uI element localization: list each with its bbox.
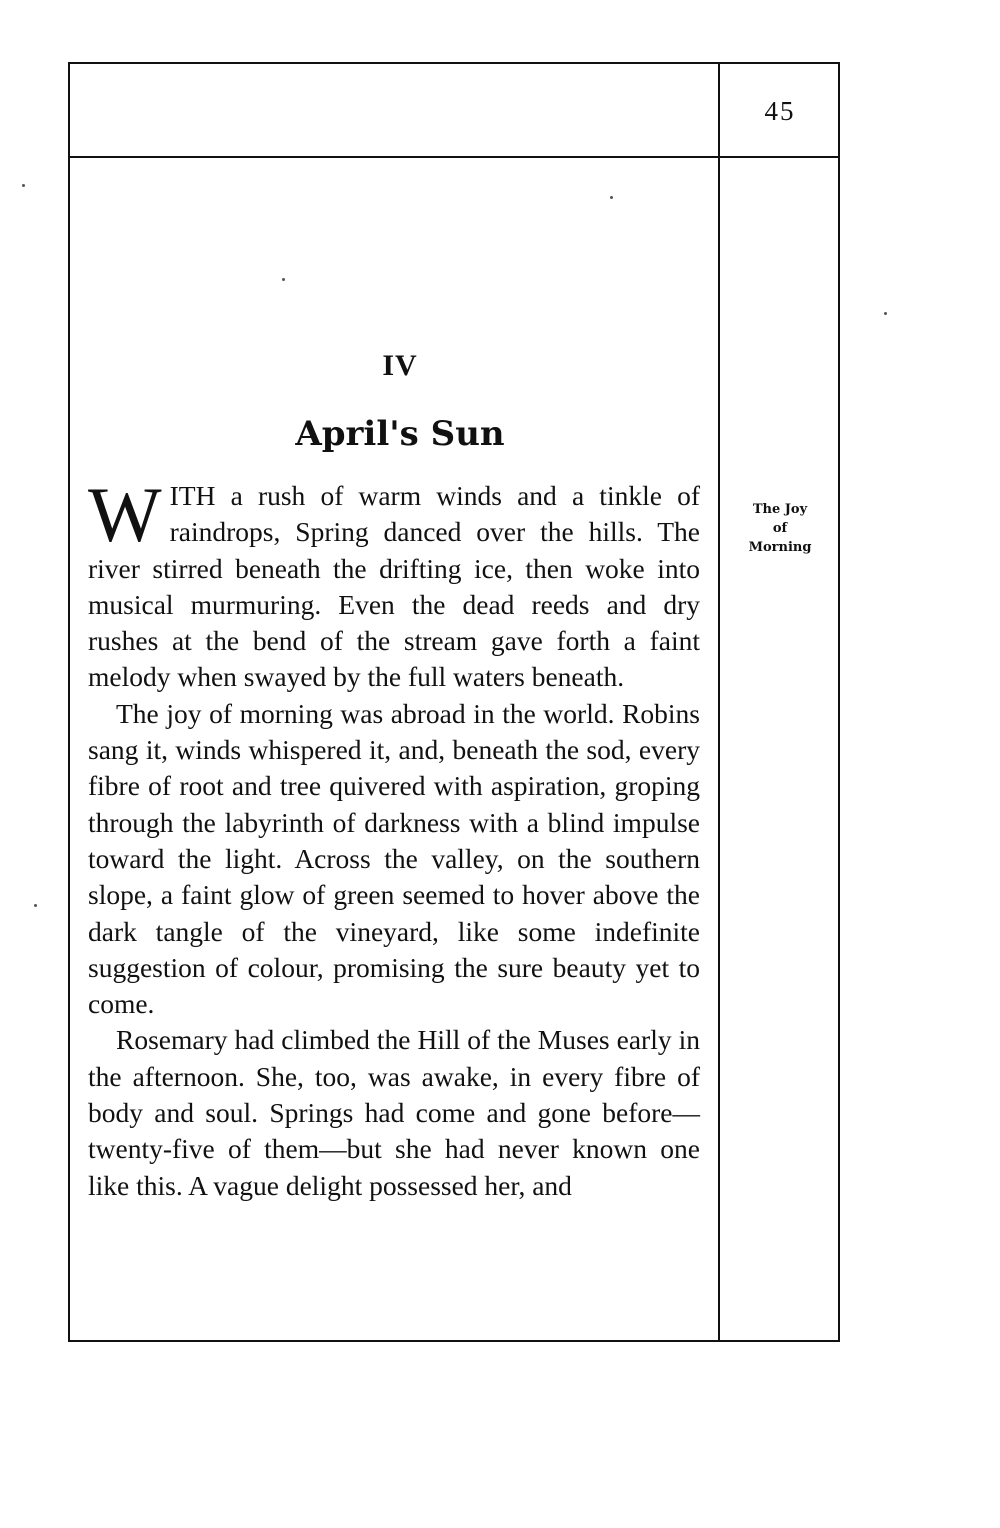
paragraph [88, 696, 700, 1023]
page-number: 45 [764, 96, 796, 126]
drop-cap: W [88, 471, 162, 558]
paragraph-text: ITH a rush of warm winds and a tinkle of raindrops, Spring danced over the hills. The river stirred beneath the drifting ice, then woke into musical murmuring. Even the dead reeds and dry rushes at the bend of the stream gave forth a faint melody when swayed by the full waters beneath. [88, 480, 700, 693]
header-rule [70, 156, 838, 158]
margin-rule [718, 64, 720, 1340]
side-note-line: of [772, 521, 788, 536]
paragraph-text: The joy of morning was abroad in the world. Robins sang it, winds whispered it, and, beneath the sod, every fibre of root and tree quivered with aspiration, groping through the labyrinth of darkness with a blind impulse toward the light. Across the valley, on the southern slope, a faint glow of green seemed to hover above the dark tangle of the vineyard, like some indefinite suggestion of colour, promising the sure beauty yet to come. [88, 697, 700, 1020]
paragraph [88, 471, 700, 696]
chapter-title: April's Sun [295, 414, 505, 454]
side-note-line: Morning [748, 540, 812, 555]
paragraph [88, 1022, 700, 1203]
page-frame [68, 62, 840, 1342]
side-note [720, 500, 840, 557]
chapter-number: IV [382, 349, 418, 382]
paragraph-text: Rosemary had climbed the Hill of the Muses early in the afternoon. She, too, was awake, in every fibre of body and soul. Springs had come and gone before—twenty-five of them—but she had never known one like this. A vague delight possessed her, and [88, 1024, 700, 1201]
side-note-line: The Joy [752, 502, 808, 517]
body-text [88, 471, 700, 1204]
